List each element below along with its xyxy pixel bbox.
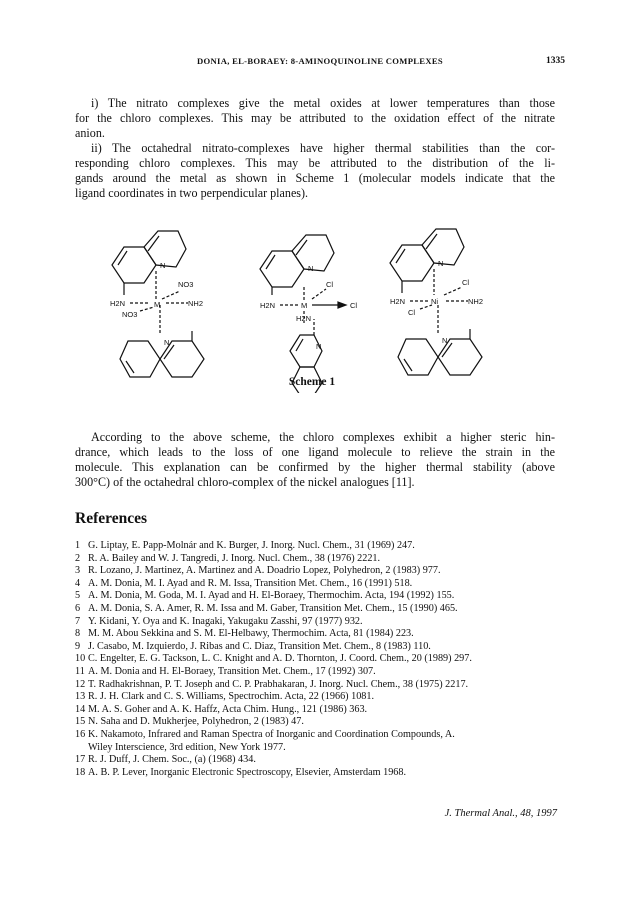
text-line: for the chloro complexes. This may be attributed to the oxidation effect of the nitrate xyxy=(75,111,555,125)
atom-label: N xyxy=(438,259,444,268)
reference-item: 2 R. A. Bailey and W. J. Tangredi, J. Inorg. Nucl. Chem., 38 (1976) 2221. xyxy=(75,552,381,564)
atom-label: Cl xyxy=(408,308,416,317)
reference-item: 1 G. Liptay, E. Papp-Molnár and K. Burger, J. Inorg. Nucl. Chem., 31 (1969) 247. xyxy=(75,540,415,551)
text-line: drance, which leads to the loss of one ligand molecule to relieve the strain in the xyxy=(75,445,555,459)
text-line: gands around the metal as shown in Scheme 1 (molecular models indicate that the xyxy=(75,171,555,185)
reference-item: 4 A. M. Donia, M. I. Ayad and R. M. Issa, Transition Met. Chem., 16 (1991) 518. xyxy=(75,577,413,589)
atom-label: M xyxy=(301,301,308,310)
running-title: DONIA, EL-BORAEY: 8-AMINOQUINOLINE COMPLEXES xyxy=(197,56,443,66)
reference-item: 5 A. M. Donia, M. Goda, M. I. Ayad and H. El-Boraey, Thermochim. Acta, 194 (1992) 155. xyxy=(75,590,455,602)
text-line: ii) The octahedral nitrato-complexes have higher thermal stabilities than the cor- xyxy=(91,141,555,155)
atom-label: H2N xyxy=(296,314,312,323)
reference-item: 6 A. M. Donia, S. A. Amer, R. M. Issa and M. Gaber, Transition Met. Chem., 15 (1990) 465. xyxy=(75,602,458,614)
scheme-1-structures xyxy=(100,223,540,393)
page-number: 1335 xyxy=(546,56,565,66)
reference-item: 10 C. Engelter, E. G. Tackson, L. C. Knight and A. D. Thornton, J. Coord. Chem., 20 (1989) 297. xyxy=(75,653,472,665)
reference-item: 12 T. Radhakrishnan, P. T. Joseph and C. P. Prabhakaran, J. Inorg. Nucl. Chem., 38 (1975) 2217. xyxy=(75,678,469,690)
text-line: molecule. This explanation can be confirmed by the higher thermal stability (above xyxy=(75,460,555,474)
reference-list xyxy=(75,540,565,779)
atom-label: N xyxy=(160,261,166,270)
reference-item: 7 Y. Kidani, Y. Oya and K. Inagaki, Yakugaku Zasshi, 97 (1977) 932. xyxy=(75,615,363,627)
atom-label: N xyxy=(164,338,170,347)
reference-item: 18 A. B. P. Lever, Inorganic Electronic Spectroscopy, Elsevier, Amsterdam 1968. xyxy=(75,766,407,778)
text-line: ligand coordinates in two perpendicular planes). xyxy=(75,186,309,200)
references-heading: References xyxy=(75,510,148,527)
paragraph-nitrato-oxides xyxy=(75,96,555,141)
atom-label: N xyxy=(442,336,448,345)
atom-label: Cl xyxy=(350,301,358,310)
reference-item: 15 N. Saha and D. Mukherjee, Polyhedron, 2 (1983) 47. xyxy=(75,716,304,728)
atom-label: NO3 xyxy=(122,310,138,319)
reference-item: 8 M. M. Abou Sekkina and S. M. El-Helbawy, Thermochim. Acta, 81 (1984) 223. xyxy=(75,628,414,640)
running-header xyxy=(0,56,624,70)
scheme-caption: Scheme 1 xyxy=(288,376,336,388)
atom-label: Cl xyxy=(326,280,334,289)
text-line: According to the above scheme, the chloro complexes exhibit a higher steric hin- xyxy=(91,430,555,444)
reference-item: 17 R. J. Duff, J. Chem. Soc., (a) (1968) 434. xyxy=(75,754,256,766)
atom-label: NO3 xyxy=(178,280,194,289)
paragraph-thermal-stability xyxy=(75,141,555,201)
reference-item: 14 M. A. S. Goher and A. K. Haffz, Acta Chim. Hung., 121 (1986) 363. xyxy=(75,703,368,715)
reference-item: 13 R. J. H. Clark and C. S. Williams, Spectrochim. Acta, 22 (1966) 1081. xyxy=(75,691,375,703)
reference-item: 3 R. Lozano, J. Martinez, A. Martinez and A. Doadrio Lopez, Polyhedron, 2 (1983) 977. xyxy=(75,565,441,577)
atom-label: H2N xyxy=(260,301,276,310)
atom-label: N xyxy=(316,342,322,351)
reference-continuation: Wiley Interscience, 3rd edition, New York 1977. xyxy=(88,741,286,753)
reference-item: 11 A. M. Donia and H. El-Boraey, Transition Met. Chem., 17 (1992) 307. xyxy=(75,665,376,677)
reference-item: 16 K. Nakamoto, Infrared and Raman Spectra of Inorganic and Coordination Compounds, A. Wiley Interscience, 3rd edition, New York 1977. xyxy=(75,729,565,754)
text-line: 300°C) of the octahedral chloro-complex of the nickel analogues [11]. xyxy=(75,475,415,489)
atom-label: Ni xyxy=(431,297,439,306)
atom-label: NH2 xyxy=(188,299,204,308)
atom-label: NH2 xyxy=(468,297,484,306)
atom-label: H2N xyxy=(110,299,126,308)
journal-footer: J. Thermal Anal., 48, 1997 xyxy=(444,808,557,819)
text-line: anion. xyxy=(75,126,105,140)
reference-item: 9 J. Casabo, M. Izquierdo, J. Ribas and C. Diaz, Transition Met. Chem., 8 (1983) 110. xyxy=(75,640,431,652)
atom-label: M xyxy=(154,300,161,309)
text-line: responding chloro complexes. This may be attributed to the distribution of the li- xyxy=(75,156,555,170)
text-line: i) The nitrato complexes give the metal oxides at lower temperatures than those xyxy=(91,96,555,110)
atom-label: H2N xyxy=(390,297,406,306)
atom-label: Cl xyxy=(462,278,470,287)
atom-label: N xyxy=(308,264,314,273)
paragraph-steric-hindrance xyxy=(75,430,555,490)
